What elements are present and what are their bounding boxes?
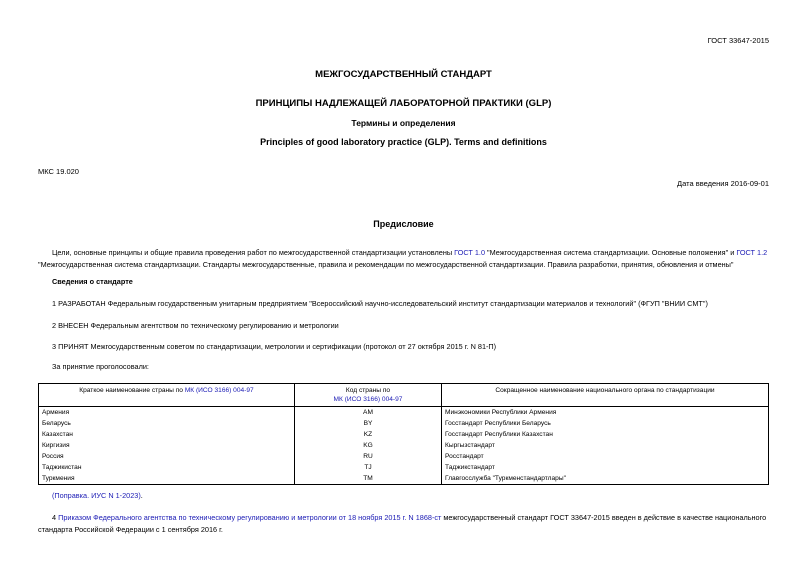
item-4-text: межгосударственный стандарт ГОСТ 33647-2015 введен в действие в качестве национального стандарта Российской Федерации с 1 сентября 2016 г. (38, 513, 767, 534)
standards-body-cell: Росстандарт (442, 451, 769, 462)
standards-body-cell: Госстандарт Республики Казахстан (442, 429, 769, 440)
item-4-enacted-by (38, 512, 769, 536)
document-subtitle: Термины и определения (351, 118, 456, 128)
country-cell: Беларусь (39, 418, 295, 429)
standards-body-cell: Главгосслужба "Туркменстандартлары" (442, 473, 769, 485)
document-title-english: Principles of good laboratory practice (GLP). Terms and definitions (260, 137, 547, 147)
gost-1-2-link[interactable]: ГОСТ 1.2 (736, 248, 768, 257)
country-cell: Киргизия (39, 440, 295, 451)
header-code-text: Код страны по (345, 387, 391, 394)
standards-body-cell: Минэкономики Республики Армения (442, 407, 769, 419)
table-row (39, 451, 769, 462)
country-cell: Казахстан (39, 429, 295, 440)
country-cell: Туркмения (39, 473, 295, 485)
item-4-number: 4 (52, 513, 59, 522)
mk-iso-3166-link[interactable]: МК (ИСО 3166) 004-97 (184, 387, 254, 394)
foreword-intro-paragraph (38, 247, 769, 271)
country-cell: Россия (39, 451, 295, 462)
table-row (39, 418, 769, 429)
gost-1-0-link[interactable]: ГОСТ 1.0 (454, 248, 485, 257)
code-cell: BY (295, 418, 442, 429)
country-cell: Таджикистан (39, 462, 295, 473)
amendment-period: . (140, 491, 143, 500)
code-cell: TJ (295, 462, 442, 473)
standards-body-cell: Таджикстандарт (442, 462, 769, 473)
header-standards-body: Сокращенное наименование национального органа по стандартизации (442, 384, 769, 407)
mks-code: МКС 19.020 (38, 167, 79, 176)
table-header-row (39, 384, 769, 407)
table-row (39, 440, 769, 451)
table-row (39, 462, 769, 473)
code-cell: AM (295, 407, 442, 419)
intro-text-1: Цели, основные принципы и общие правила проведения работ по межгосударственной стандартизации установлены (52, 248, 455, 257)
standards-body-cell: Кыргызстандарт (442, 440, 769, 451)
code-cell: RU (295, 451, 442, 462)
country-cell: Армения (39, 407, 295, 419)
standards-body-cell: Госстандарт Республики Беларусь (442, 418, 769, 429)
foreword-heading: Предисловие (373, 219, 434, 229)
mk-iso-3166-code-link[interactable]: МК (ИСО 3166) 004-97 (333, 396, 403, 403)
header-country-text: Краткое наименование страны по (79, 387, 185, 394)
item-2-introduced-by: 2 ВНЕСЕН Федеральным агентством по техническому регулированию и метрологии (52, 321, 339, 330)
item-1-developed-by: 1 РАЗРАБОТАН Федеральным государственным унитарным предприятием "Всероссийский научно-исследовательский институт стандартизации материалов и технологий" (ФГУП "ВНИИ СМТ") (52, 299, 708, 308)
table-row (39, 429, 769, 440)
standard-info-heading: Сведения о стандарте (52, 277, 133, 286)
voting-countries-table (38, 383, 769, 485)
document-number: ГОСТ 33647-2015 (707, 36, 769, 45)
table-row (39, 407, 769, 419)
code-cell: TM (295, 473, 442, 485)
amendment-link[interactable]: (Поправка. ИУС N 1-2023) (52, 491, 141, 500)
item-3-adopted-by: 3 ПРИНЯТ Межгосударственным советом по стандартизации, метрологии и сертификации (протокол от 27 октября 2015 г. N 81-П) (52, 342, 497, 351)
rosstandart-order-link[interactable]: Приказом Федерального агентства по техническому регулированию и метрологии от 18 ноября 2015 г. N 1868-ст (58, 513, 442, 522)
code-cell: KZ (295, 429, 442, 440)
header-country-name (39, 384, 295, 407)
document-title: ПРИНЦИПЫ НАДЛЕЖАЩЕЙ ЛАБОРАТОРНОЙ ПРАКТИКИ (GLP) (255, 98, 552, 109)
code-cell: KG (295, 440, 442, 451)
intro-text-3: "Межгосударственная система стандартизации. Стандарты межгосударственные, правила и рекомендации по межгосударственной стандартизации. Правила разработки, принятия, обновления и отмены" (38, 260, 734, 269)
table-row (39, 473, 769, 485)
standard-type-heading: МЕЖГОСУДАРСТВЕННЫЙ СТАНДАРТ (315, 69, 492, 80)
header-country-code (295, 384, 442, 407)
intro-text-2: "Межгосударственная система стандартизации. Основные положения" и (485, 248, 737, 257)
voted-for-label: За принятие проголосовали: (52, 362, 149, 371)
amendment-note (38, 490, 769, 502)
effective-date: Дата введения 2016-09-01 (677, 179, 769, 188)
